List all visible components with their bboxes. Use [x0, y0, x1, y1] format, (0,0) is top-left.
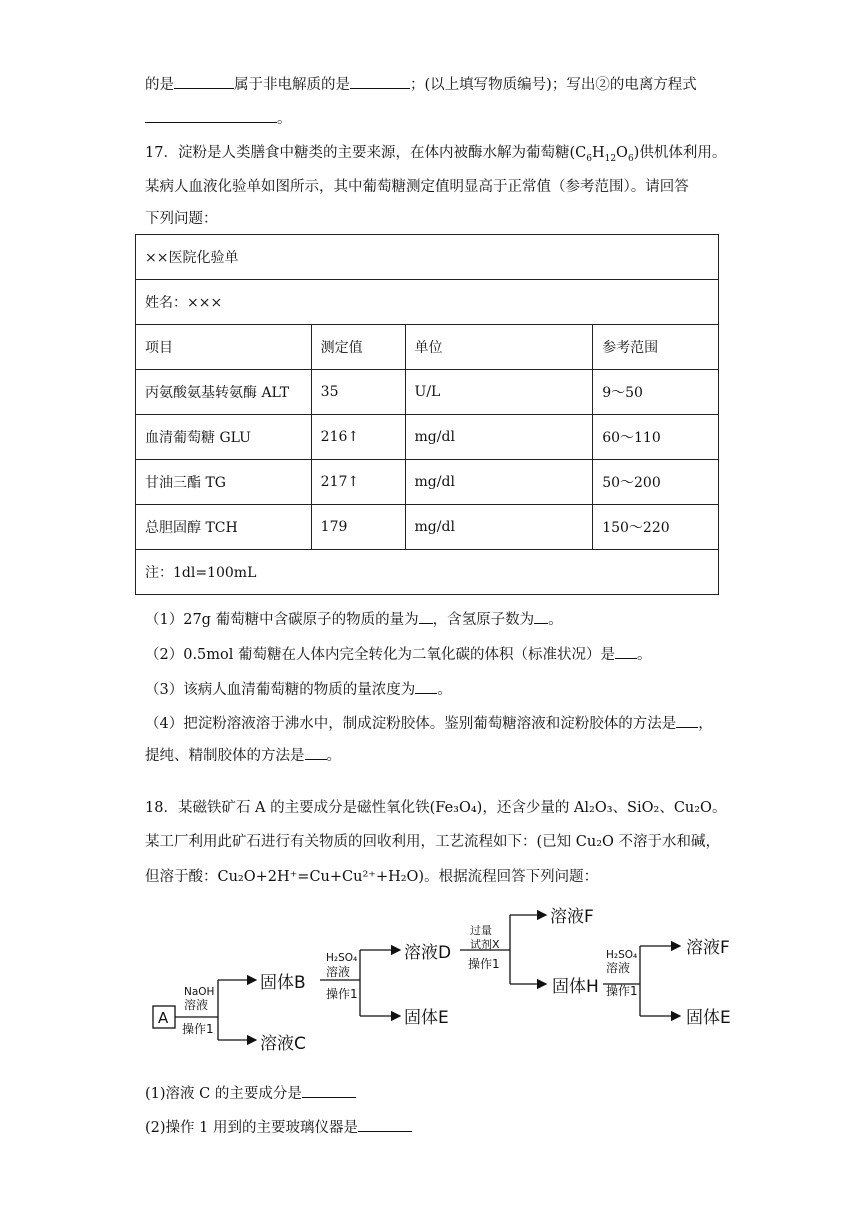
table-cell: 60～110: [593, 415, 719, 460]
table-cell: 50～200: [593, 460, 719, 505]
label-op1: 操作1: [606, 984, 638, 998]
label-op1: 操作1: [468, 957, 500, 971]
table-header-row: [136, 325, 719, 370]
label-reagent-x: 试剂X: [470, 938, 500, 951]
table-cell: 35: [311, 370, 405, 415]
q17-part4: （4）把淀粉溶液溶于沸水中，制成淀粉胶体。鉴别葡萄糖溶液和淀粉胶体的方法是 ，: [145, 713, 713, 734]
table-header: 参考范围: [593, 325, 719, 370]
node-e: 固体E: [404, 1008, 449, 1028]
table-cell: 179: [311, 505, 405, 550]
q16-line2: 。: [145, 108, 292, 129]
table-cell: 甘油三酯 TG: [136, 460, 312, 505]
q17-intro-line2: 某病人血液化验单如图所示，其中葡萄糖测定值明显高于正常值（参考范围）。请回答: [145, 179, 689, 195]
node-c: 溶液C: [260, 1034, 306, 1054]
node-b: 固体B: [260, 973, 306, 993]
answer-blank[interactable]: [174, 74, 234, 89]
q18-line2: 某工厂利用此矿石进行有关物质的回收利用，工艺流程如下：(已知 Cu₂O 不溶于水和碱，: [145, 834, 721, 850]
table-row: [136, 460, 719, 505]
table-header: 单位: [405, 325, 593, 370]
table-cell: 血清葡萄糖 GLU: [136, 415, 312, 460]
table-cell: mg/dl: [405, 505, 593, 550]
node-f-2: 溶液F: [686, 938, 730, 958]
table-row: [136, 370, 719, 415]
table-cell: 总胆固醇 TCH: [136, 505, 312, 550]
label-op1: 操作1: [182, 1022, 214, 1036]
node-d: 溶液D: [404, 943, 452, 963]
q17-part4-cont: 提纯、精制胶体的方法是 。: [145, 745, 341, 766]
table-note: 注：1dl=100mL: [136, 550, 719, 595]
table-cell: 丙氨酸氨基转氨酶 ALT: [136, 370, 312, 415]
table-cell: U/L: [405, 370, 593, 415]
label-solution: 溶液: [326, 965, 351, 979]
process-flow-diagram: [148, 900, 748, 1060]
label-solution: 溶液: [184, 998, 209, 1012]
lab-report-table: [135, 234, 719, 595]
node-f: 溶液F: [550, 907, 594, 927]
table-header: 测定值: [311, 325, 405, 370]
answer-blank[interactable]: [676, 713, 698, 728]
q16-line1: 的是 属于非电解质的是 ；(以上填写物质编号)；写出②的电离方程式: [145, 74, 697, 95]
label-excess: 过量: [470, 924, 492, 937]
table-row: [136, 505, 719, 550]
answer-blank[interactable]: [302, 1083, 356, 1098]
table-cell: mg/dl: [405, 415, 593, 460]
lab-report-title: ××医院化验单: [136, 235, 719, 280]
q17-intro-line1: 17．淀粉是人类膳食中糖类的主要来源，在体内被酶水解为葡萄糖$(C_6H_{12}O_6)$供机体利用。: [145, 145, 727, 164]
answer-blank[interactable]: [419, 609, 433, 624]
q18-part1: (1)溶液 C 的主要成分是: [145, 1083, 356, 1104]
label-naoh: NaOH: [184, 986, 215, 998]
q18-line1: 18．某磁铁矿石 A 的主要成分是磁性氧化铁(Fe₃O₄)，还含少量的 Al₂O₃、SiO₂、Cu₂O。: [145, 800, 727, 816]
answer-blank[interactable]: [305, 745, 327, 760]
table-header: 项目: [136, 325, 312, 370]
table-cell: 9～50: [593, 370, 719, 415]
node-a: A: [158, 1009, 169, 1027]
answer-blank[interactable]: [145, 108, 277, 123]
patient-name: 姓名：×××: [136, 280, 719, 325]
q17-part2: （2）0.5mol 葡萄糖在人体内完全转化为二氧化碳的体积（标准状况）是 。: [145, 644, 652, 665]
answer-blank[interactable]: [415, 679, 437, 694]
label-h2so4: H₂SO₄: [326, 952, 358, 964]
q17-part3: （3）该病人血清葡萄糖的物质的量浓度为 。: [145, 679, 452, 700]
label-op1: 操作1: [326, 987, 358, 1001]
node-e-2: 固体E: [686, 1008, 731, 1028]
answer-blank[interactable]: [615, 644, 637, 659]
table-cell: 150～220: [593, 505, 719, 550]
table-cell: 217↑: [311, 460, 405, 505]
table-cell: 216↑: [311, 415, 405, 460]
answer-blank[interactable]: [534, 609, 548, 624]
table-cell: mg/dl: [405, 460, 593, 505]
q18-line3: 但溶于酸：Cu₂O+2H⁺=Cu+Cu²⁺+H₂O)。根据流程回答下列问题：: [145, 869, 599, 885]
q18-part2: (2)操作 1 用到的主要玻璃仪器是: [145, 1117, 412, 1138]
q17-intro-line3: 下列问题：: [145, 211, 218, 227]
label-h2so4: H₂SO₄: [606, 949, 638, 961]
q17-part1: （1）27g 葡萄糖中含碳原子的物质的量为 ，含氢原子数为 。: [145, 609, 563, 630]
label-solution: 溶液: [606, 961, 631, 975]
answer-blank[interactable]: [358, 1117, 412, 1132]
table-row: [136, 415, 719, 460]
node-h: 固体H: [552, 977, 599, 997]
answer-blank[interactable]: [350, 74, 410, 89]
